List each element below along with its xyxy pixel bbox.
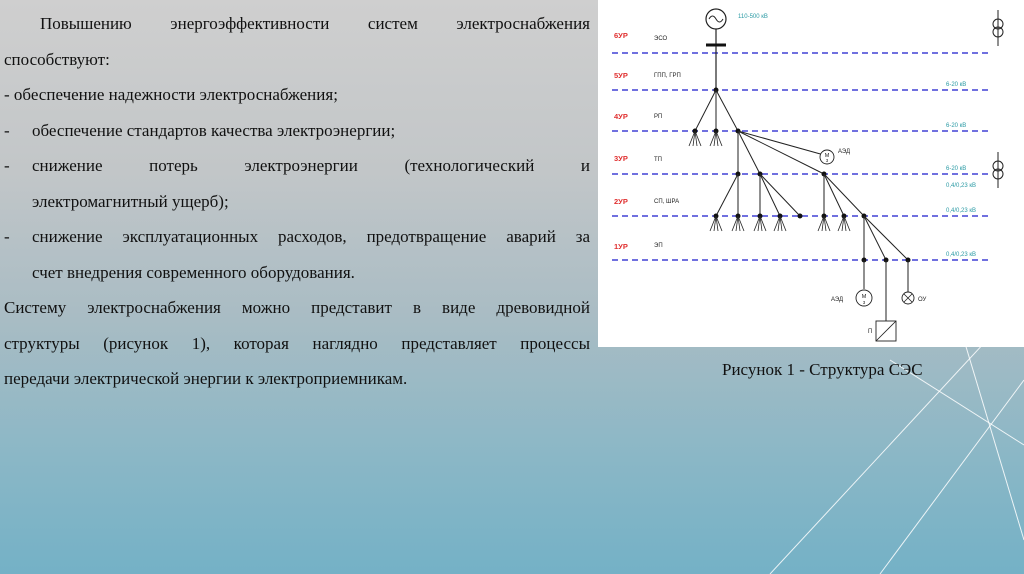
level-name: РП: [654, 114, 663, 120]
paragraph-line: Систему электроснабжения можно представит в виде древовидной: [4, 298, 590, 317]
level-code: 6УР: [614, 31, 628, 40]
level-code: 1УР: [614, 242, 628, 251]
paragraph-line: передачи электрической энергии к электроприемникам.: [4, 369, 408, 388]
level-name: ЭП: [654, 243, 663, 249]
level-voltage: 6-20 кВ: [946, 166, 967, 172]
feeder-fan: [710, 216, 850, 231]
level-voltage: 0,4/0,23 кВ: [946, 252, 976, 258]
motor-label: АЭД: [831, 297, 844, 303]
level-voltage: 6-20 кВ: [946, 82, 967, 88]
list-item: [4, 113, 590, 149]
level-code: 2УР: [614, 197, 628, 206]
list-item-text: счет внедрения современного оборудования.: [32, 262, 355, 282]
list-dash: -: [4, 120, 10, 140]
figure-caption: Рисунок 1 - Структура СЭС: [722, 360, 923, 379]
level-voltage: 0,4/0,23 кВ: [946, 208, 976, 214]
list-item-continuation: [4, 255, 590, 291]
slide-body-text: [4, 6, 590, 397]
list-item-text: электромагнитный ущерб);: [32, 191, 229, 211]
level-voltage: 6-20 кВ: [946, 123, 967, 129]
feeder-fan: [689, 131, 722, 146]
tp-secondary-voltage: 0,4/0,23 кВ: [946, 183, 976, 189]
level-name: ЭСО: [654, 36, 668, 42]
level-code: 3УР: [614, 154, 628, 163]
svg-text:M: M: [861, 294, 867, 300]
lighting-label: ОУ: [918, 297, 927, 303]
list-item: - обеспечение надежности электроснабжения;: [4, 85, 338, 104]
level-name: СП, ШРА: [654, 199, 680, 205]
power-supply-structure-figure: [598, 0, 1024, 347]
level-name: ГПП, ГРП: [654, 73, 681, 79]
transformer-icon: [993, 152, 1003, 188]
intro-line-2: способствуют:: [4, 49, 110, 69]
list-item: [4, 219, 590, 255]
ac-wave-icon: [709, 16, 723, 22]
svg-text:M: M: [824, 153, 830, 159]
motor-label: АЭД: [838, 149, 851, 155]
converter-label: П: [868, 329, 873, 335]
list-item: [4, 148, 590, 184]
level-code: 4УР: [614, 112, 628, 121]
list-item-continuation: [4, 184, 590, 220]
svg-text:3: 3: [825, 158, 829, 163]
list-item-text: снижение эксплуатационных расходов, предотвращение аварий за: [32, 227, 590, 246]
top-voltage-label: 110-500 кВ: [738, 14, 768, 20]
svg-text:3: 3: [862, 300, 866, 305]
level-name: ТП: [654, 157, 662, 163]
list-item-text: снижение потерь электроэнергии (технологический и: [32, 156, 590, 175]
intro-line: Повышению энергоэффективности систем электроснабжения: [40, 14, 590, 33]
level-code: 5УР: [614, 71, 628, 80]
transformer-icon: [993, 10, 1003, 46]
list-dash: -: [4, 227, 10, 246]
diagram-svg: [598, 0, 1024, 347]
list-dash: -: [4, 156, 10, 175]
list-item-text: обеспечение стандартов качества электроэнергии;: [32, 120, 396, 140]
paragraph-line: структуры (рисунок 1), которая наглядно представляет процессы: [4, 333, 590, 353]
